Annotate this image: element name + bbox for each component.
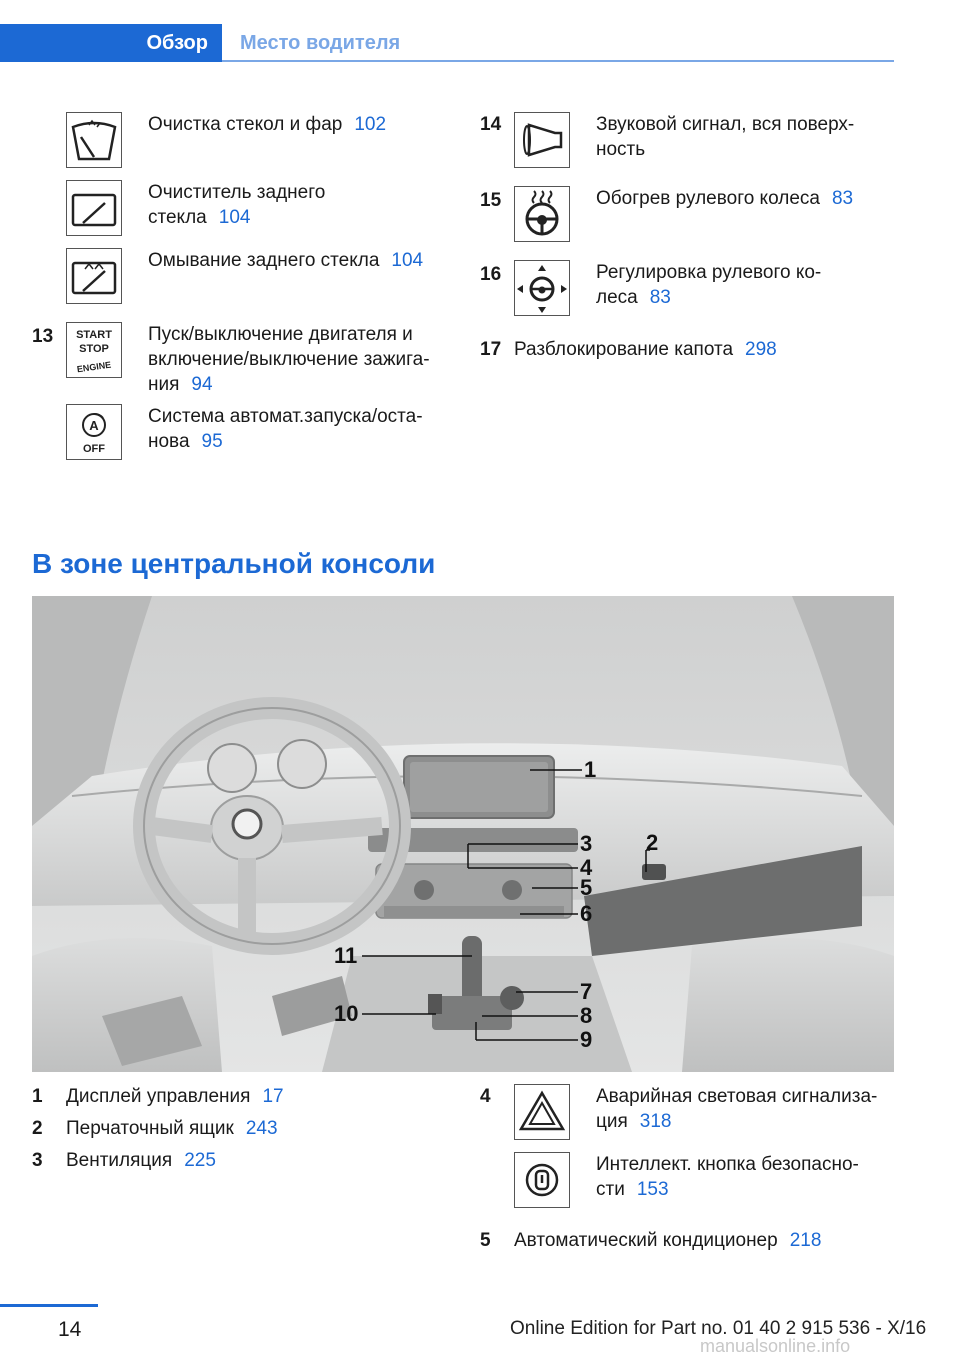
- item-number: 13: [32, 326, 54, 347]
- page-ref-link[interactable]: 298: [745, 339, 777, 360]
- callout-2: 2: [646, 830, 659, 855]
- page-ref-link[interactable]: 17: [262, 1086, 284, 1107]
- page-ref-link[interactable]: 83: [831, 188, 854, 209]
- list-item: Пуск/выключение двигателя и включение/выключение зажига- ния 94: [148, 324, 430, 395]
- svg-text:START: START: [76, 329, 112, 341]
- list-item: Интеллект. кнопка безопасно- сти 153: [596, 1154, 859, 1200]
- item-number: 5: [480, 1230, 491, 1251]
- list-item: Вентиляция 225: [66, 1150, 216, 1171]
- footer-accent-line: [0, 1304, 98, 1307]
- callout-9: 9: [580, 1027, 593, 1052]
- page-ref-link[interactable]: 94: [191, 374, 213, 395]
- hazard-warning-icon: [514, 1084, 570, 1140]
- callout-1: 1: [584, 757, 597, 782]
- callout-6: 6: [580, 901, 593, 926]
- svg-text:A: A: [89, 418, 99, 433]
- list-item: Автоматический кондиционер 218: [514, 1230, 822, 1251]
- page-ref-link[interactable]: 243: [245, 1118, 278, 1139]
- list-item: Разблокирование капота 298: [514, 339, 777, 360]
- edition-text: Online Edition for Part no. 01 40 2 915 536 - X/16: [510, 1318, 927, 1339]
- page-ref-link[interactable]: 218: [789, 1230, 822, 1251]
- page-ref-link[interactable]: 102: [354, 114, 387, 135]
- list-item: Очиститель заднего стекла 104: [148, 182, 326, 228]
- page-ref-link[interactable]: 153: [636, 1179, 669, 1200]
- item-number: 17: [480, 339, 502, 360]
- callout-4: 4: [580, 855, 593, 880]
- page-ref-link[interactable]: 104: [218, 207, 251, 228]
- page-number: 14: [58, 1318, 82, 1341]
- page-ref-link[interactable]: 83: [649, 287, 671, 308]
- svg-text:STOP: STOP: [79, 343, 109, 355]
- auto-start-stop-off-icon: [66, 404, 122, 460]
- windshield-wiper-washer-icon: [66, 112, 122, 168]
- list-item: Перчаточный ящик 243: [66, 1118, 278, 1139]
- callout-10: 10: [334, 1001, 359, 1026]
- list-item: Звуковой сигнал, вся поверх- ность: [596, 114, 855, 160]
- tab-driver-area[interactable]: Место водителя: [240, 31, 401, 54]
- section-title: В зоне центральной консоли: [32, 548, 436, 579]
- item-number: 3: [32, 1150, 43, 1171]
- list-item: Очистка стекол и фар 102: [148, 114, 387, 135]
- dashboard-drawing: [32, 596, 894, 1072]
- page-ref-link[interactable]: 104: [391, 250, 424, 271]
- list-item: Дисплей управления 17: [66, 1086, 284, 1107]
- dashboard-illustration: [32, 596, 894, 1072]
- tab-overview[interactable]: Обзор: [0, 24, 222, 62]
- header-divider: [222, 60, 894, 62]
- steering-column-adjust-icon: [514, 260, 570, 316]
- page-ref-link[interactable]: 95: [201, 431, 223, 452]
- svg-text:ENGINE: ENGINE: [76, 359, 112, 375]
- list-item: Аварийная световая сигнализа- ция 318: [596, 1086, 878, 1132]
- start-stop-engine-icon: [66, 322, 122, 378]
- list-item: Система автомат.запуска/оста- нова 95: [148, 406, 423, 452]
- callout-8: 8: [580, 1003, 593, 1028]
- list-item: Регулировка рулевого ко- леса 83: [596, 262, 822, 308]
- callout-11: 11: [334, 943, 358, 968]
- intelligent-safety-button-icon: [514, 1152, 570, 1208]
- item-number: 15: [480, 190, 502, 211]
- page-ref-link[interactable]: 318: [639, 1111, 672, 1132]
- page-ref-link[interactable]: 225: [184, 1150, 216, 1171]
- item-number: 2: [32, 1118, 43, 1139]
- callout-7: 7: [580, 979, 593, 1004]
- heated-steering-wheel-icon: [514, 186, 570, 242]
- list-item: Обогрев рулевого колеса 83: [596, 188, 854, 209]
- watermark: manualsonline.info: [700, 1336, 851, 1356]
- list-item: Омывание заднего стекла 104: [148, 250, 424, 271]
- item-number: 16: [480, 264, 502, 285]
- horn-icon: [514, 112, 570, 168]
- rear-wiper-icon: [66, 180, 122, 236]
- header-tabs: [0, 0, 960, 62]
- rear-washer-icon: [66, 248, 122, 304]
- item-number: 1: [32, 1086, 43, 1107]
- item-number: 14: [480, 114, 502, 135]
- callout-3: 3: [580, 831, 593, 856]
- svg-text:OFF: OFF: [83, 443, 105, 455]
- item-number: 4: [480, 1086, 491, 1107]
- callout-5: 5: [580, 875, 593, 900]
